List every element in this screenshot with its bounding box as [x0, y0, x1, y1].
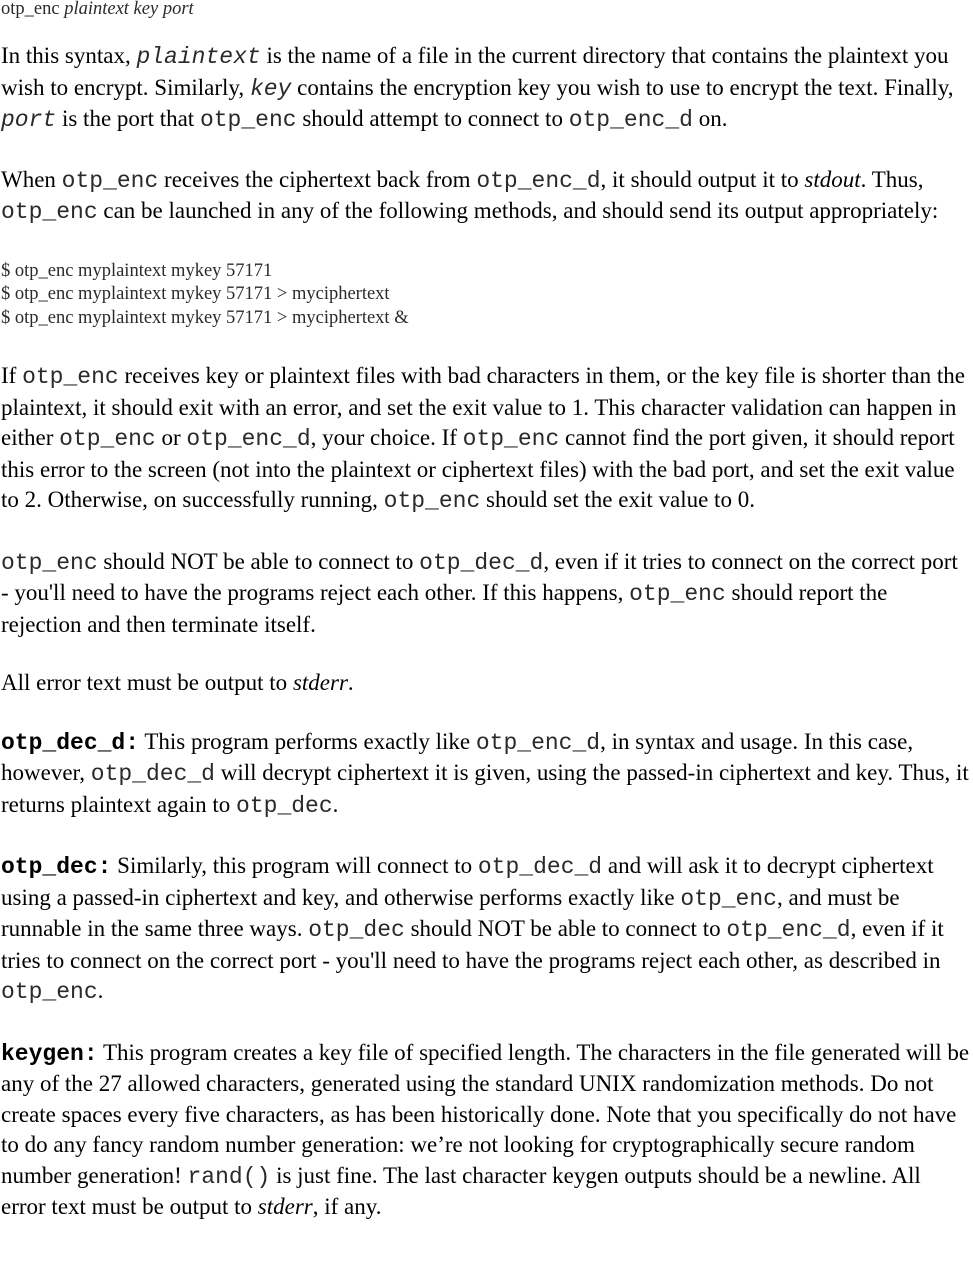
- paragraph-otp-dec-d: otp_dec_d: This program performs exactly like otp_enc_d, in syntax and usage. In this case, however, otp_dec_d will decrypt ciphertext it is given, using the passed-in ciphertext and key. Thus, it returns plaintext again to otp_dec.: [1, 728, 969, 819]
- command-examples: [1, 260, 973, 331]
- syntax-arg-plaintext: plaintext: [64, 0, 129, 19]
- command-line: $ otp_enc myplaintext mykey 57171: [1, 260, 273, 281]
- paragraph-keygen: keygen: This program creates a key file of specified length. The characters in the file generated will be any of the 27 allowed characters, generated using the standard UNIX randomization methods. Do not create spaces every five characters, as has been historically done. Note that you specifically do not have to do any fancy random number generation: we’re not looking for cryptographically secure random number generation! rand() is just fine. The last character keygen outputs should be a newline. All error text must be output to stderr, if any.: [1, 1039, 970, 1219]
- command-line: $ otp_enc myplaintext mykey 57171 > myciphertext &: [1, 307, 409, 328]
- program-name-keygen: keygen:: [1, 1040, 98, 1067]
- paragraph-otp-dec: otp_dec: Similarly, this program will connect to otp_dec_d and will ask it to decrypt ciphertext using a passed-in ciphertext and key, and otherwise performs exactly like otp_enc, and must be runnable in the same three ways. otp_dec should NOT be able to connect to otp_enc_d, even if it tries to connect on the correct port - you'll need to have the programs reject each other, as described in otp_enc.: [1, 853, 944, 1005]
- syntax-line: [1, 0, 973, 18]
- paragraph-syntax-explanation: In this syntax, plaintext is the name of a file in the current directory that contains the plaintext you wish to encrypt. Similarly, key contains the encryption key you wish to use to encrypt the text. Finally, port is the port that otp_enc should attempt to connect to otp_enc_d on.: [1, 43, 954, 133]
- program-name-otp-dec: otp_dec:: [1, 854, 112, 880]
- syntax-arg-port: port: [162, 0, 194, 19]
- paragraph-rejection: otp_enc should NOT be able to connect to otp_dec_d, even if it tries to connect on the correct port - you'll need to have the programs reject each other. If this happens, otp_enc should report the rejection and then terminate itself.: [1, 548, 958, 637]
- paragraph-stderr: All error text must be output to stderr.: [1, 670, 354, 695]
- paragraph-errors: If otp_enc receives key or plaintext files with bad characters in them, or the key file is shorter than the plaintext, it should exit with an error, and set the exit value to 1. This character validation can happen in either otp_enc or otp_enc_d, your choice. If otp_enc cannot find the port given, it should report this error to the screen (not into the plaintext or ciphertext files) with the bad port, and set the exit value to 2. Otherwise, on successfully running, otp_enc should set the exit value to 0.: [1, 363, 965, 514]
- program-name-otp-dec-d: otp_dec_d:: [1, 729, 140, 756]
- paragraph-output: When otp_enc receives the ciphertext back from otp_enc_d, it should output it to stdout. Thus, otp_enc can be launched in any of the following methods, and should send its output appropriately:: [1, 166, 939, 225]
- syntax-arg-key: key: [133, 0, 159, 19]
- syntax-command: otp_enc: [1, 0, 60, 19]
- command-line: $ otp_enc myplaintext mykey 57171 > myciphertext: [1, 284, 390, 304]
